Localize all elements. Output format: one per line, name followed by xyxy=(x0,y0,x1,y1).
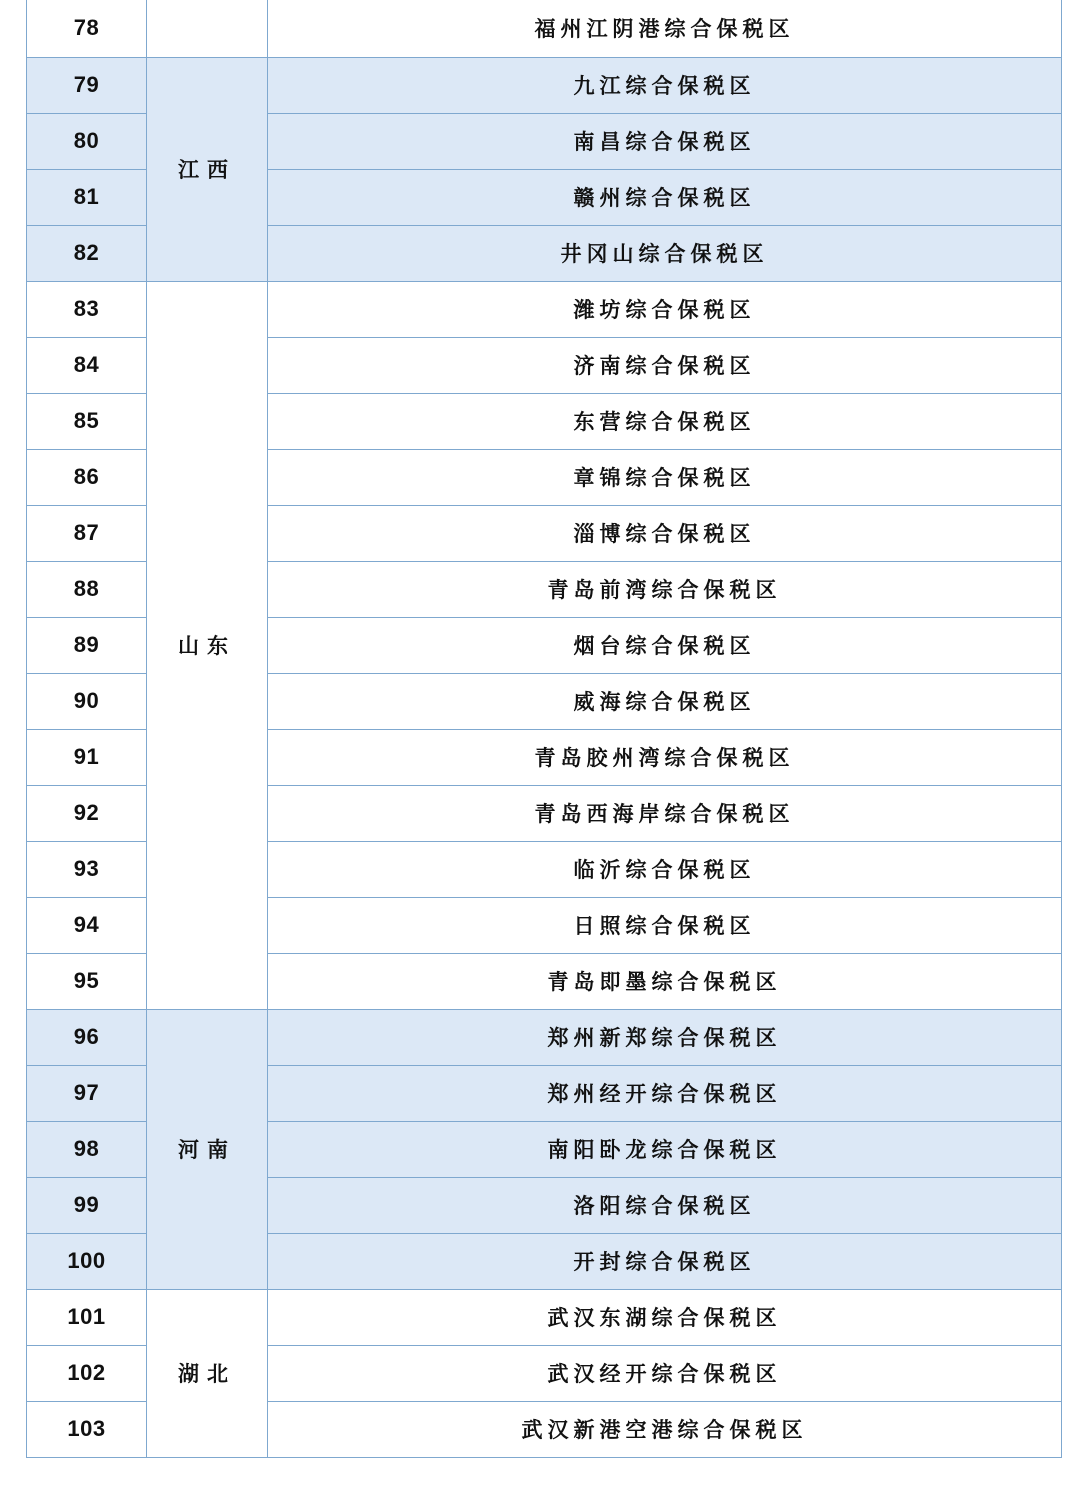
zone-name: 南阳卧龙综合保税区 xyxy=(268,1121,1062,1177)
province-cell-jiangxi: 江西 xyxy=(147,57,268,281)
zone-name: 东营综合保税区 xyxy=(268,393,1062,449)
row-number: 82 xyxy=(27,225,147,281)
zone-name: 井冈山综合保税区 xyxy=(268,225,1062,281)
row-number: 101 xyxy=(27,1289,147,1345)
row-number: 78 xyxy=(27,0,147,57)
row-number: 92 xyxy=(27,785,147,841)
zone-name: 青岛前湾综合保税区 xyxy=(268,561,1062,617)
row-number: 95 xyxy=(27,953,147,1009)
zone-name: 章锦综合保税区 xyxy=(268,449,1062,505)
row-number: 100 xyxy=(27,1233,147,1289)
table-row xyxy=(27,1009,1062,1065)
table-row xyxy=(27,281,1062,337)
row-number: 91 xyxy=(27,729,147,785)
row-number: 103 xyxy=(27,1401,147,1457)
zone-name: 济南综合保税区 xyxy=(268,337,1062,393)
row-number: 84 xyxy=(27,337,147,393)
province-cell-fujian xyxy=(147,0,268,57)
bonded-zone-table xyxy=(26,0,1062,1458)
province-cell-shandong: 山东 xyxy=(147,281,268,1009)
zone-name: 福州江阴港综合保税区 xyxy=(268,0,1062,57)
zone-name: 南昌综合保税区 xyxy=(268,113,1062,169)
zone-name: 淄博综合保税区 xyxy=(268,505,1062,561)
zone-name: 武汉东湖综合保税区 xyxy=(268,1289,1062,1345)
row-number: 97 xyxy=(27,1065,147,1121)
zone-name: 九江综合保税区 xyxy=(268,57,1062,113)
zone-name: 青岛西海岸综合保税区 xyxy=(268,785,1062,841)
row-number: 88 xyxy=(27,561,147,617)
row-number: 83 xyxy=(27,281,147,337)
zone-name: 临沂综合保税区 xyxy=(268,841,1062,897)
zone-name: 武汉新港空港综合保税区 xyxy=(268,1401,1062,1457)
row-number: 80 xyxy=(27,113,147,169)
row-number: 81 xyxy=(27,169,147,225)
zone-name: 武汉经开综合保税区 xyxy=(268,1345,1062,1401)
row-number: 89 xyxy=(27,617,147,673)
row-number: 86 xyxy=(27,449,147,505)
row-number: 90 xyxy=(27,673,147,729)
row-number: 96 xyxy=(27,1009,147,1065)
table-row xyxy=(27,1289,1062,1345)
province-cell-hubei: 湖北 xyxy=(147,1289,268,1457)
zone-name: 开封综合保税区 xyxy=(268,1233,1062,1289)
row-number: 99 xyxy=(27,1177,147,1233)
zone-name: 潍坊综合保税区 xyxy=(268,281,1062,337)
row-number: 94 xyxy=(27,897,147,953)
zone-name: 烟台综合保税区 xyxy=(268,617,1062,673)
row-number: 87 xyxy=(27,505,147,561)
table-row xyxy=(27,57,1062,113)
row-number: 98 xyxy=(27,1121,147,1177)
zone-name: 郑州新郑综合保税区 xyxy=(268,1009,1062,1065)
row-number: 102 xyxy=(27,1345,147,1401)
table-row xyxy=(27,0,1062,57)
row-number: 93 xyxy=(27,841,147,897)
zone-name: 威海综合保税区 xyxy=(268,673,1062,729)
zone-name: 青岛胶州湾综合保税区 xyxy=(268,729,1062,785)
zone-name: 洛阳综合保税区 xyxy=(268,1177,1062,1233)
zone-name: 青岛即墨综合保税区 xyxy=(268,953,1062,1009)
zone-name: 日照综合保税区 xyxy=(268,897,1062,953)
province-cell-henan: 河南 xyxy=(147,1009,268,1289)
zone-name: 郑州经开综合保税区 xyxy=(268,1065,1062,1121)
row-number: 85 xyxy=(27,393,147,449)
zone-name: 赣州综合保税区 xyxy=(268,169,1062,225)
row-number: 79 xyxy=(27,57,147,113)
